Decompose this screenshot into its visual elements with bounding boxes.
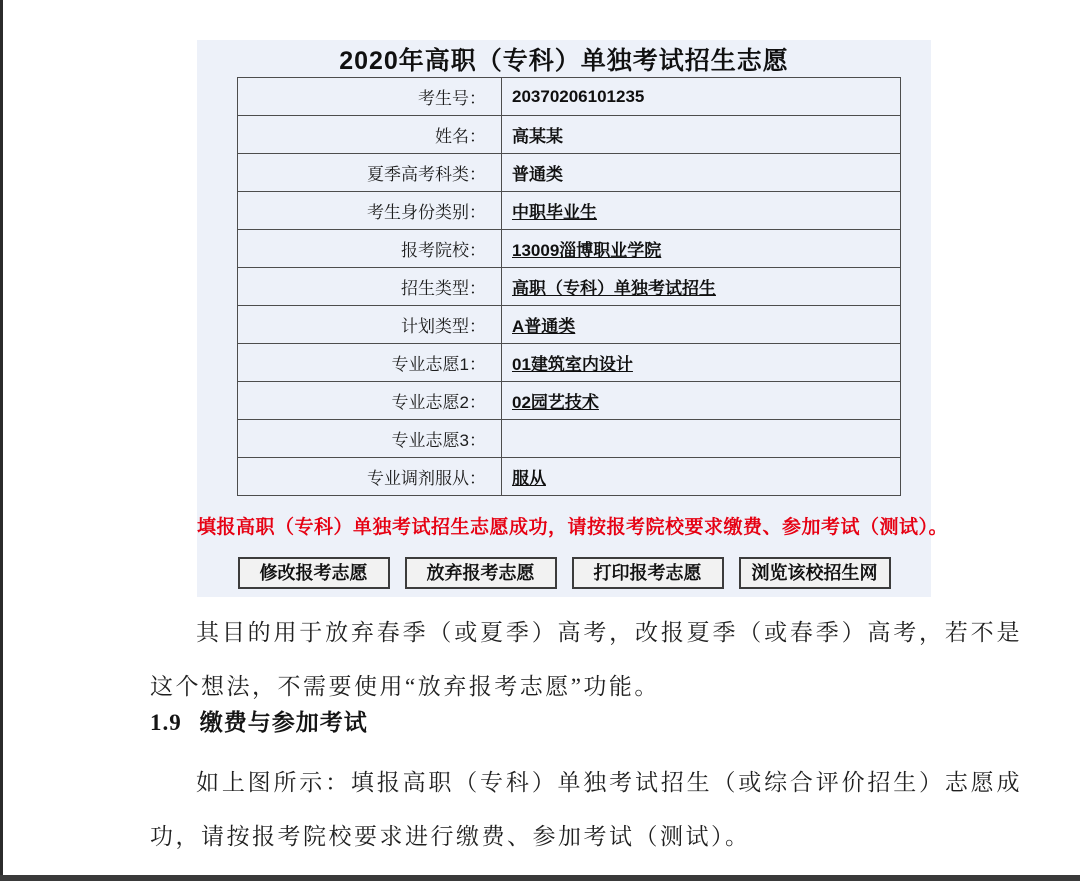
field-value: 普通类: [512, 165, 563, 184]
section-number: 1.9: [150, 710, 182, 735]
form-row-candidate-number: [238, 78, 901, 116]
field-label: 专业志愿3：: [238, 420, 502, 458]
field-label: 计划类型：: [238, 306, 502, 344]
field-label: 专业调剂服从：: [238, 458, 502, 496]
field-value-link[interactable]: 01建筑室内设计: [512, 355, 633, 374]
form-action-buttons: [197, 557, 931, 589]
submission-success-warning: 填报高职（专科）单独考试招生志愿成功，请按报考院校要求缴费、参加考试（测试）。: [197, 517, 949, 538]
paragraph-abandon-purpose: 其目的用于放弃春季（或夏季）高考，改报夏季（或春季）高考，若不是这个想法，不需要使用“放弃报考志愿”功能。: [150, 620, 1022, 699]
field-label: 专业志愿2：: [238, 382, 502, 420]
section-title: 缴费与参加考试: [199, 710, 368, 735]
section-heading-1-9: [150, 708, 368, 738]
field-value-link[interactable]: 高职（专科）单独考试招生: [512, 279, 716, 298]
abandon-application-button[interactable]: 放弃报考志愿: [405, 557, 557, 589]
application-form-panel: [197, 40, 949, 597]
field-label: 考生号：: [238, 78, 502, 116]
field-value-link[interactable]: 02园艺技术: [512, 393, 599, 412]
field-label: 夏季高考科类：: [238, 154, 502, 192]
form-row-enrollment-type: [238, 268, 901, 306]
form-title: 2020年高职（专科）单独考试招生志愿: [339, 47, 789, 75]
field-value-link[interactable]: 13009淄博职业学院: [512, 241, 662, 260]
form-row-candidate-identity-type: [238, 192, 901, 230]
form-row-major-adjustment-obedience: [238, 458, 901, 496]
field-value: 高某某: [512, 127, 563, 146]
form-row-name: [238, 116, 901, 154]
modify-application-button[interactable]: 修改报考志愿: [238, 557, 390, 589]
page-left-border: [0, 0, 3, 881]
field-label: 报考院校：: [238, 230, 502, 268]
paragraph-payment-instructions: 如上图所示：填报高职（专科）单独考试招生（或综合评价招生）志愿成功，请按报考院校要求进行缴费、参加考试（测试）。: [150, 770, 1022, 849]
form-row-summer-gaokao-category: [238, 154, 901, 192]
field-value-link[interactable]: 服从: [512, 469, 546, 488]
field-label: 招生类型：: [238, 268, 502, 306]
print-application-button[interactable]: 打印报考志愿: [572, 557, 724, 589]
application-form-table: [237, 77, 901, 496]
browse-college-site-button[interactable]: 浏览该校招生网: [739, 557, 891, 589]
form-row-major-choice-3: [238, 420, 901, 458]
field-value-link[interactable]: A普通类: [512, 317, 576, 336]
field-label: 考生身份类别：: [238, 192, 502, 230]
page-bottom-border: [0, 875, 1080, 881]
form-row-plan-type: [238, 306, 901, 344]
form-row-major-choice-2: [238, 382, 901, 420]
field-label: 姓名：: [238, 116, 502, 154]
form-row-major-choice-1: [238, 344, 901, 382]
form-row-target-college: [238, 230, 901, 268]
field-value: 20370206101235: [512, 86, 645, 106]
field-value-link[interactable]: 中职毕业生: [512, 203, 597, 222]
field-label: 专业志愿1：: [238, 344, 502, 382]
